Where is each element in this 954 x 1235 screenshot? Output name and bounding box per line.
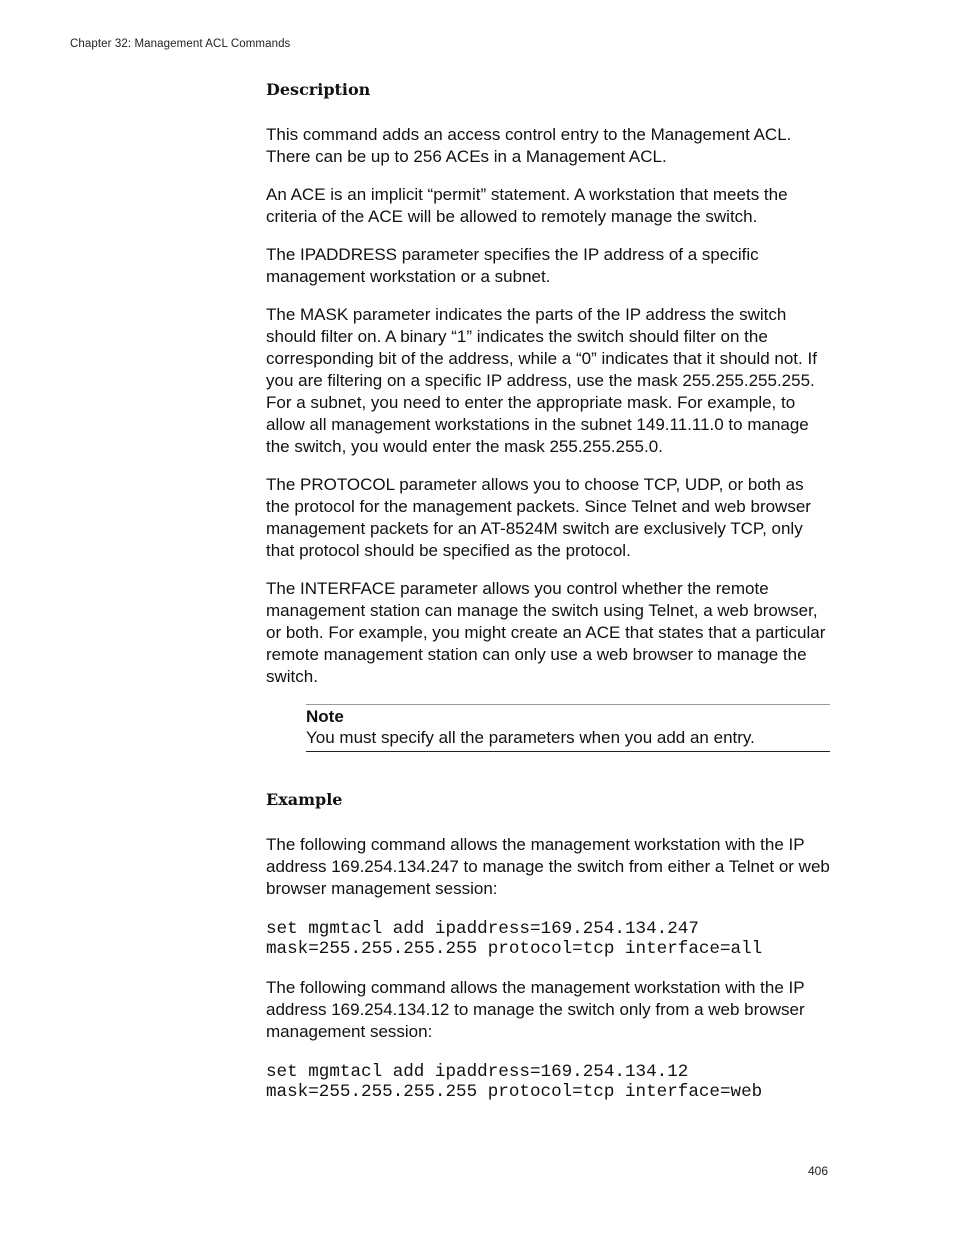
protocol-paragraph: The PROTOCOL parameter allows you to choose TCP, UDP, or both as the protocol for the management packets. Since Telnet and web browser management packets for an AT-8524M switch are exclusively TCP, only that protocol should be specified as the protocol. <box>266 475 811 560</box>
running-header: Chapter 32: Management ACL Commands <box>70 38 291 50</box>
code-example-1: set mgmtacl add ipaddress=169.254.134.247 mask=255.255.255.255 protocol=tcp interface=all <box>266 919 763 959</box>
example-intro-2: The following command allows the management workstation with the IP address 169.254.134.12 to manage the switch only from a web browser management session: <box>266 978 805 1041</box>
description-paragraph-1: This command adds an access control entry to the Management ACL. There can be up to 256 ACEs in a Management ACL. <box>266 125 792 166</box>
ipaddress-paragraph: The IPADDRESS parameter specifies the IP address of a specific management workstation or a subnet. <box>266 245 759 286</box>
page-number: 406 <box>808 1164 829 1178</box>
code-example-2: set mgmtacl add ipaddress=169.254.134.12 mask=255.255.255.255 protocol=tcp interface=web <box>266 1062 763 1102</box>
note-title: Note <box>306 707 344 726</box>
mask-paragraph: The MASK parameter indicates the parts of the IP address the switch should filter on. A binary “1” indicates the switch should filter on the corresponding bit of the address, while a “0” indicates that it should not. If you are filtering on a specific IP address, use the mask 255.255.255.255. For a subnet, you need to enter the appropriate mask. For example, to allow all management workstations in the subnet 149.11.11.0 to manage the switch, you would enter the mask 255.255.255.0. <box>266 305 817 456</box>
example-intro-1: The following command allows the management workstation with the IP address 169.254.134.247 to manage the switch from either a Telnet or web browser management session: <box>266 835 830 898</box>
note-box <box>306 704 830 752</box>
description-paragraph-2: An ACE is an implicit “permit” statement. A workstation that meets the criteria of the ACE will be allowed to remotely manage the switch. <box>266 185 788 226</box>
description-heading: Description <box>266 80 371 99</box>
interface-paragraph: The INTERFACE parameter allows you control whether the remote management station can manage the switch using Telnet, a web browser, or both. For example, you might create an ACE that states that a particular remote management station can only use a web browser to manage the switch. <box>266 579 826 686</box>
note-text: You must specify all the parameters when you add an entry. <box>306 728 755 747</box>
example-heading: Example <box>266 790 343 809</box>
page-content <box>266 78 830 1120</box>
